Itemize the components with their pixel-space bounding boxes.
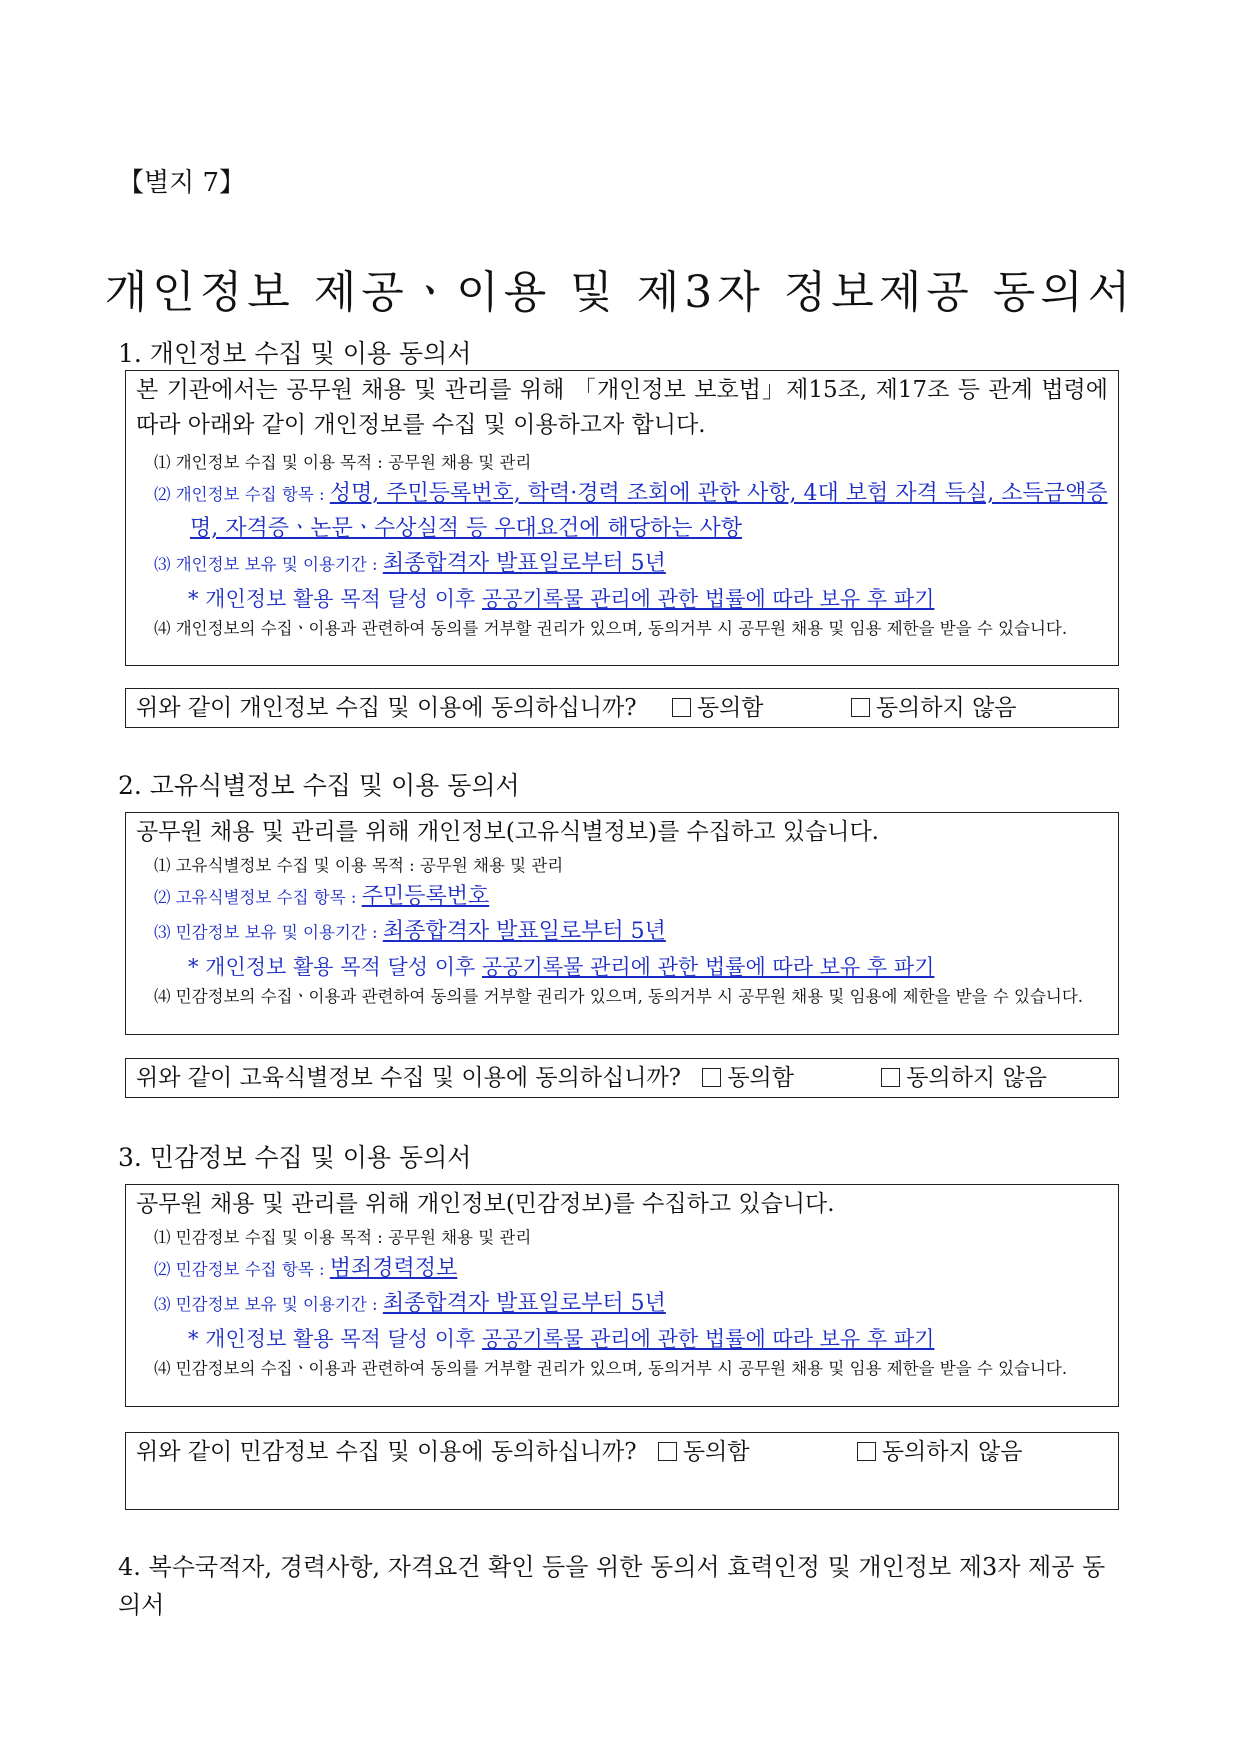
section-1-consent-row bbox=[125, 688, 1119, 728]
section-3-item-1: ⑴ 민감정보 수집 및 이용 목적 : 공무원 채용 및 관리 bbox=[154, 1228, 532, 1247]
section-2-item-4: ⑷ 민감정보의 수집ㆍ이용과 관련하여 동의를 거부할 권리가 있으며, 동의거부 시 공무원 채용 및 임용에 제한을 받을 수 있습니다. bbox=[154, 987, 1084, 1006]
section-2-info-box bbox=[125, 812, 1119, 1035]
section-2-retention-note bbox=[136, 950, 1108, 984]
section-3-item-2-label: ⑵ 민감정보 수집 항목 : bbox=[154, 1260, 330, 1279]
section-3-info-box bbox=[125, 1184, 1119, 1407]
section-3-item-2-value: 범죄경력정보 bbox=[329, 1256, 458, 1281]
section-2-agree-option[interactable] bbox=[702, 1065, 794, 1091]
section-3-disagree-option[interactable] bbox=[857, 1439, 1023, 1465]
annex-label: 【별지 7】 bbox=[118, 168, 246, 198]
section-3-note-prefix: * 개인정보 활용 목적 달성 이후 bbox=[188, 1327, 482, 1351]
section-3-item-3-label: ⑶ 민감정보 보유 및 이용기간 : bbox=[154, 1295, 383, 1314]
section-1-item-3-value: 최종합격자 발표일로부터 5년 bbox=[382, 551, 666, 576]
section-2-item-2-value: 주민등록번호 bbox=[361, 884, 490, 909]
agree-label: 동의함 bbox=[727, 1065, 794, 1091]
section-3-item-2 bbox=[136, 1252, 1108, 1287]
section-1-disagree-option[interactable] bbox=[851, 695, 1017, 721]
section-2-consent-row bbox=[125, 1058, 1119, 1098]
section-2-item-1: ⑴ 고유식별정보 수집 및 이용 목적 : 공무원 채용 및 관리 bbox=[154, 856, 564, 875]
section-3-lead: 공무원 채용 및 관리를 위해 개인정보(민감정보)를 수집하고 있습니다. bbox=[136, 1191, 835, 1217]
checkbox-agree[interactable] bbox=[702, 1068, 721, 1087]
section-1-item-3 bbox=[136, 547, 1108, 582]
section-3-item-3-value: 최종합격자 발표일로부터 5년 bbox=[382, 1291, 666, 1316]
section-1-item-2-value: 성명, 주민등록번호, 학력·경력 조회에 관한 사항, 4대 보험 자격 득실, 소득금액증명, 자격증ㆍ논문ㆍ수상실적 등 우대요건에 해당하는 사항 bbox=[190, 481, 1108, 541]
section-1-note-prefix: * 개인정보 활용 목적 달성 이후 bbox=[188, 587, 482, 611]
section-2-disagree-option[interactable] bbox=[881, 1065, 1047, 1091]
checkbox-agree[interactable] bbox=[672, 698, 691, 717]
section-1-item-2-label: ⑵ 개인정보 수집 항목 : bbox=[154, 485, 330, 504]
section-3-item-3 bbox=[136, 1287, 1108, 1322]
section-1-item-1: ⑴ 개인정보 수집 및 이용 목적 : 공무원 채용 및 관리 bbox=[154, 453, 532, 472]
checkbox-disagree[interactable] bbox=[851, 698, 870, 717]
checkbox-disagree[interactable] bbox=[857, 1442, 876, 1461]
section-2-item-3-value: 최종합격자 발표일로부터 5년 bbox=[382, 919, 666, 944]
section-3-agree-option[interactable] bbox=[658, 1439, 750, 1465]
agree-label: 동의함 bbox=[696, 695, 764, 721]
section-1-info-box bbox=[125, 370, 1119, 666]
disagree-label: 동의하지 않음 bbox=[906, 1065, 1047, 1091]
section-2-item-2-label: ⑵ 고유식별정보 수집 항목 : bbox=[154, 888, 362, 907]
section-1-question: 위와 같이 개인정보 수집 및 이용에 동의하십니까? bbox=[136, 695, 637, 721]
checkbox-agree[interactable] bbox=[658, 1442, 677, 1461]
section-2-note-prefix: * 개인정보 활용 목적 달성 이후 bbox=[188, 955, 482, 979]
section-3-item-4: ⑷ 민감정보의 수집ㆍ이용과 관련하여 동의를 거부할 권리가 있으며, 동의거부 시 공무원 채용 및 임용 제한을 받을 수 있습니다. bbox=[154, 1359, 1068, 1378]
page-title: 개인정보 제공ㆍ이용 및 제3자 정보제공 동의서 bbox=[104, 267, 1136, 318]
section-2-question: 위와 같이 고육식별정보 수집 및 이용에 동의하십니까? bbox=[136, 1065, 681, 1091]
section-3-retention-note bbox=[136, 1322, 1108, 1356]
section-1-retention-note bbox=[136, 582, 1108, 616]
disagree-label: 동의하지 않음 bbox=[881, 1439, 1023, 1465]
section-3-question: 위와 같이 민감정보 수집 및 이용에 동의하십니까? bbox=[136, 1439, 637, 1465]
section-1-heading: 1. 개인정보 수집 및 이용 동의서 bbox=[118, 339, 472, 368]
section-1-item-4: ⑷ 개인정보의 수집ㆍ이용과 관련하여 동의를 거부할 권리가 있으며, 동의거부 시 공무원 채용 및 임용 제한을 받을 수 있습니다. bbox=[154, 619, 1068, 638]
section-2-lead: 공무원 채용 및 관리를 위해 개인정보(고유식별정보)를 수집하고 있습니다. bbox=[136, 819, 879, 845]
section-1-agree-option[interactable] bbox=[672, 695, 764, 721]
section-3-consent-row bbox=[125, 1432, 1119, 1510]
section-4-heading: 4. 복수국적자, 경력사항, 자격요건 확인 등을 위한 동의서 효력인정 및 개인정보 제3자 제공 동의서 bbox=[118, 1553, 1106, 1619]
disagree-label: 동의하지 않음 bbox=[875, 695, 1017, 721]
section-1-note-underlined: 공공기록물 관리에 관한 법률에 따라 보유 후 파기 bbox=[481, 587, 935, 611]
checkbox-disagree[interactable] bbox=[881, 1068, 900, 1087]
section-3-heading: 3. 민감정보 수집 및 이용 동의서 bbox=[118, 1143, 472, 1172]
section-2-note-underlined: 공공기록물 관리에 관한 법률에 따라 보유 후 파기 bbox=[481, 955, 935, 979]
section-2-heading: 2. 고유식별정보 수집 및 이용 동의서 bbox=[118, 771, 520, 800]
agree-label: 동의함 bbox=[682, 1439, 750, 1465]
section-3-note-underlined: 공공기록물 관리에 관한 법률에 따라 보유 후 파기 bbox=[481, 1327, 935, 1351]
section-2-item-3 bbox=[136, 915, 1108, 950]
section-1-item-2 bbox=[136, 477, 1108, 547]
section-2-item-2 bbox=[136, 880, 1108, 915]
section-2-item-3-label: ⑶ 민감정보 보유 및 이용기간 : bbox=[154, 923, 383, 942]
section-1-lead: 본 기관에서는 공무원 채용 및 관리를 위해 「개인정보 보호법」제15조, 제17조 등 관계 법령에 따라 아래와 같이 개인정보를 수집 및 이용하고자 합니다. bbox=[136, 377, 1108, 438]
section-1-item-3-label: ⑶ 개인정보 보유 및 이용기간 : bbox=[154, 555, 383, 574]
